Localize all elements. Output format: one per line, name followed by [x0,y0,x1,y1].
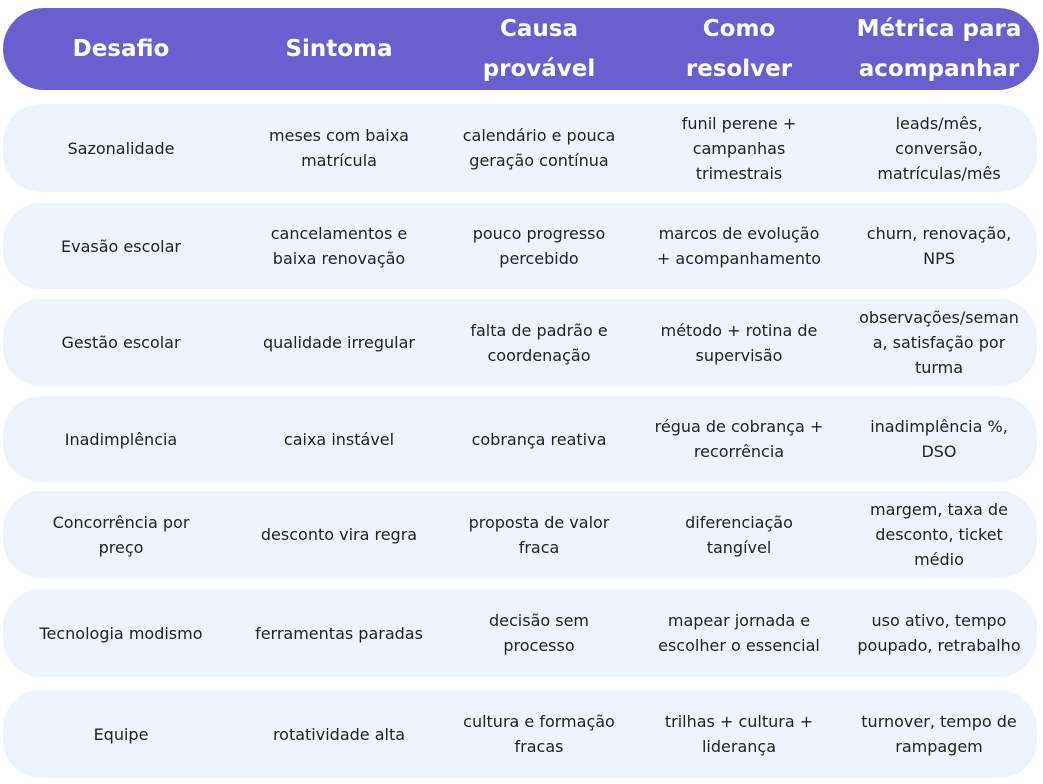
cell-causa: proposta de valor fraca [468,512,610,557]
cell-causa: cobrança reativa [471,429,607,449]
cell-metrica: uso ativo, tempo poupado, retrabalho [857,611,1021,655]
table-row [3,690,1037,778]
header-metrica: Métrica para acompanhar [856,16,1022,82]
header-desafio: Desafio [72,36,170,62]
cell-metrica: observações/seman a, satisfação por turma [859,308,1019,377]
cell-sintoma: qualidade irregular [263,333,415,352]
table-row [3,396,1037,482]
cell-causa: pouco progresso percebido [472,224,606,268]
table-row [3,203,1037,289]
cell-metrica: inadimplência %, DSO [870,417,1008,461]
cell-causa: decisão sem processo [488,611,590,655]
cell-solucao: marcos de evolução + acompanhamento [656,224,822,268]
cell-causa: calendário e pouca geração contínua [462,126,616,170]
cell-sintoma: ferramentas paradas [255,623,423,643]
header-sintoma: Sintoma [285,36,393,62]
table-row [3,299,1037,386]
table-row [3,104,1037,192]
cell-sintoma: cancelamentos e baixa renovação [270,224,408,268]
cell-metrica: leads/mês, conversão, matrículas/mês [877,113,1001,183]
cell-causa: cultura e formação fracas [463,712,615,756]
cell-solucao: método + rotina de supervisão [660,320,818,365]
cell-desafio: Sazonalidade [67,138,175,158]
cell-solucao: mapear jornada e escolher o essencial [658,611,820,655]
header-como-resolver: Como resolver [685,16,793,82]
cell-solucao: régua de cobrança + recorrência [654,417,824,461]
cell-desafio: Equipe [93,724,149,744]
cell-desafio: Inadimplência [64,429,178,449]
cell-sintoma: rotatividade alta [272,724,406,744]
table-row [3,491,1037,578]
cell-metrica: turnover, tempo de rampagem [861,712,1017,756]
cell-metrica: churn, renovação, NPS [866,224,1012,268]
cell-solucao: funil perene + campanhas trimestrais [681,113,797,183]
cell-solucao: trilhas + cultura + liderança [664,712,814,756]
table-header [3,8,1039,90]
cell-solucao: diferenciação tangível [685,512,793,557]
cell-desafio: Concorrência por preço [52,512,190,557]
cell-causa: falta de padrão e coordenação [470,320,608,365]
cell-sintoma: caixa instável [283,429,395,449]
cell-metrica: margem, taxa de desconto, ticket médio [870,500,1008,569]
cell-sintoma: meses com baixa matrícula [269,126,409,170]
table-row [3,589,1037,677]
cell-desafio: Gestão escolar [61,333,181,352]
header-causa-provavel: Causa provável [482,16,596,82]
cell-desafio: Evasão escolar [61,236,181,256]
cell-sintoma: desconto vira regra [260,525,418,544]
cell-desafio: Tecnologia modismo [39,623,203,643]
